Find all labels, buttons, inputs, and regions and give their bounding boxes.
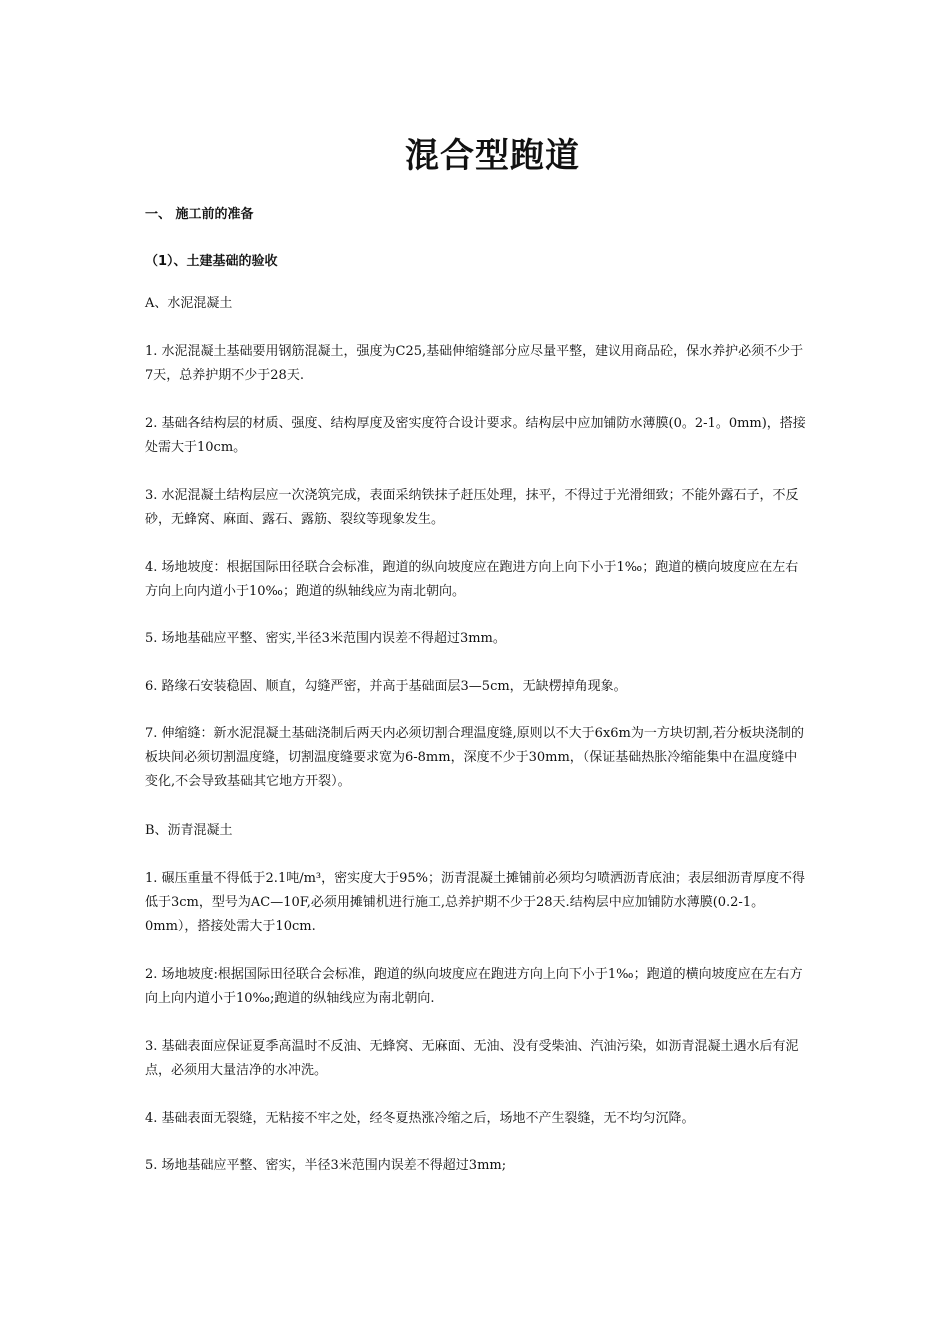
document-title: 混合型跑道 [405, 136, 580, 176]
part-b-item-1: 1. 碾压重量不得低于2.1吨/m³，密实度大于95%；沥青混凝土摊铺前必须均匀喷洒沥青底油；表层细沥青厚度不得低于3cm，型号为AC—10F,必须用摊铺机进行施工,总养护期不少于28天.结构层中应加铺防水薄膜(0.2-1。0mm），搭接处需大于10cm. [145, 871, 806, 934]
part-b-heading: B、沥青混凝土 [145, 823, 233, 838]
part-a-item-2: 2. 基础各结构层的材质、强度、结构厚度及密实度符合设计要求。结构层中应加铺防水薄膜(0。2-1。0mm)，搭接处需大于10cm。 [145, 416, 806, 455]
subsection-heading: （1）、土建基础的验收 [145, 254, 278, 269]
part-b-item-3: 3. 基础表面应保证夏季高温时不反油、无蜂窝、无麻面、无油、没有受柴油、汽油污染，如沥青混凝土遇水后有泥点，必须用大量洁净的水冲洗。 [145, 1039, 799, 1078]
part-a-heading: A、水泥混凝土 [145, 296, 233, 311]
part-a-item-7: 7. 伸缩缝：新水泥混凝土基础浇制后两天内必须切割合理温度缝,原则以不大于6x6m为一方块切割,若分板块浇制的板块间必须切割温度缝，切割温度缝要求宽为6-8mm，深度不少于30mm，（保证基础热胀冷缩能集中在温度缝中变化,不会导致基础其它地方开裂）。 [145, 726, 805, 789]
part-a-item-1: 1. 水泥混凝土基础要用钢筋混凝土，强度为C25,基础伸缩缝部分应尽量平整，建议用商品砼，保水养护必须不少于7天，总养护期不少于28天. [145, 344, 804, 383]
part-a-item-3: 3. 水泥混凝土结构层应一次浇筑完成，表面采纳铁抹子赶压处理，抹平，不得过于光滑细致；不能外露石子，不反砂，无蜂窝、麻面、露石、露筋、裂纹等现象发生。 [145, 488, 799, 527]
part-b-item-2: 2. 场地坡度:根据国际田径联合会标准，跑道的纵向坡度应在跑进方向上向下小于1‰；跑道的横向坡度应在左右方向上向内道小于10‰;跑道的纵轴线应为南北朝向. [145, 967, 803, 1006]
part-a-item-5: 5. 场地基础应平整、密实,半径3米范围内误差不得超过3mm。 [145, 631, 506, 646]
part-b-item-4: 4. 基础表面无裂缝，无粘接不牢之处，经冬夏热涨冷缩之后，场地不产生裂缝，无不均匀沉降。 [145, 1111, 695, 1126]
part-a-item-6: 6. 路缘石安装稳固、顺直，勾缝严密，并高于基础面层3—5cm，无缺楞掉角现象。 [145, 679, 627, 694]
part-a-item-4: 4. 场地坡度：根据国际田径联合会标准，跑道的纵向坡度应在跑进方向上向下小于1‰；跑道的横向坡度应在左右方向上向内道小于10‰；跑道的纵轴线应为南北朝向。 [145, 560, 799, 599]
section-heading: 一、 施工前的准备 [145, 207, 254, 222]
part-b-item-5: 5. 场地基础应平整、密实，半径3米范围内误差不得超过3mm; [145, 1158, 507, 1173]
